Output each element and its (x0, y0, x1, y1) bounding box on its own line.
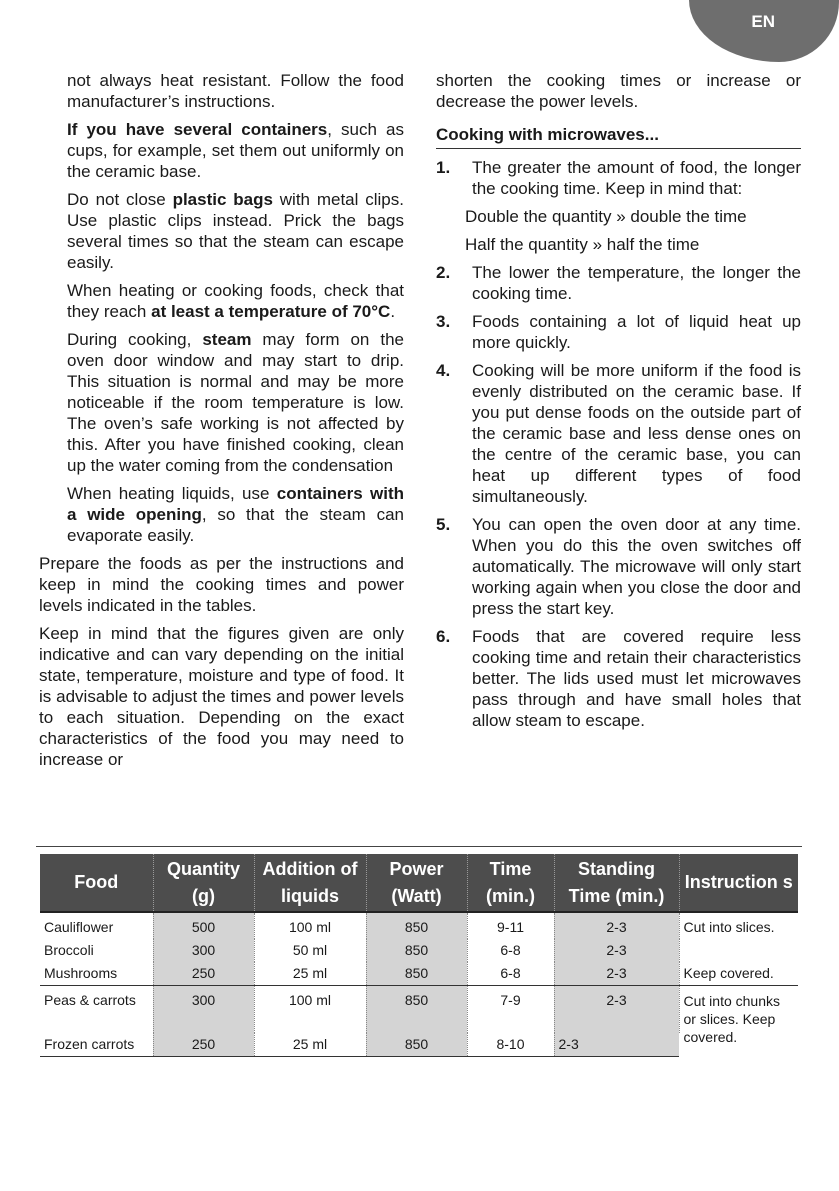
cell-instructions: Keep covered. (679, 962, 798, 986)
list-item (436, 626, 801, 731)
cell-instructions (679, 939, 798, 962)
paragraph (39, 483, 404, 546)
cell-instructions: Cut into chunks or slices. Keep covered. (683, 993, 780, 1045)
paragraph (39, 119, 404, 182)
cell-power: 850 (366, 912, 467, 939)
list-item (436, 514, 801, 619)
table-header-row (40, 854, 798, 912)
cell-time: 6-8 (467, 962, 554, 986)
cell-quantity: 300 (153, 939, 254, 962)
bold-text: steam (202, 330, 252, 349)
bold-text: at least a temperature of 70°C (151, 302, 391, 321)
list-item (436, 157, 801, 199)
paragraph (39, 329, 404, 476)
list-text: Foods containing a lot of liquid heat up more quickly. (472, 312, 801, 352)
cell-food: Mushrooms (40, 962, 153, 986)
paragraph: shorten the cooking times or increase or decrease the power levels. (436, 71, 801, 111)
list-number: 5. (436, 515, 451, 534)
list-text: Foods that are covered require less cooking time and retain their characteristics better. The lids used must let microwaves pass through and have small holes that allow steam to escape. (472, 627, 801, 730)
cell-power: 850 (366, 986, 467, 1034)
table-row (40, 986, 798, 1034)
list-text: Cooking will be more uniform if the food is evenly distributed on the ceramic base. If you put dense foods on the outside part of the ceramic base and less dense ones on the centre of the ceramic base, you can heat up different types of food simultaneously. (472, 361, 801, 506)
header-food: Food (40, 854, 153, 912)
bold-text: plastic bags (172, 190, 273, 209)
list-number: 4. (436, 361, 451, 380)
cell-standing: 2-3 (554, 939, 679, 962)
cell-power: 850 (366, 939, 467, 962)
list-number: 6. (436, 627, 451, 646)
cell-instructions: Cut into slices. (683, 919, 775, 935)
bold-text: If you have several containers (67, 120, 328, 139)
text: with metal clips. Use plastic clips instead. Prick the bags several times so that the steam can escape easily. (67, 190, 404, 272)
paragraph: Keep in mind that the figures given are only indicative and can vary depending on the initial state, temperature, moisture and type of food. It is advisable to adjust the times and power levels to each situation. Depending on the exact characteristics of the food you may need to increase or (39, 624, 404, 769)
section-title: Cooking with microwaves... (436, 124, 801, 149)
sub-note: Double the quantity » double the time (465, 207, 747, 226)
bold-text: containers with a wide opening (67, 484, 405, 524)
sub-note: Half the quantity » half the time (465, 235, 700, 254)
left-column (39, 70, 404, 777)
cell-quantity: 250 (153, 962, 254, 986)
list-item (436, 360, 801, 507)
table-row (40, 912, 798, 939)
cell-liquids: 100 ml (254, 986, 366, 1034)
cell-power: 850 (366, 962, 467, 986)
text: , such as cups, for example, set them out uniformly on the ceramic base. (67, 120, 404, 181)
cell-time: 6-8 (467, 939, 554, 962)
text: During cooking, (67, 330, 203, 349)
paragraph: Prepare the foods as per the instructions and keep in mind the cooking times and power levels indicated in the tables. (39, 554, 404, 615)
cell-time: 9-11 (467, 912, 554, 939)
cell-food: Broccoli (40, 939, 153, 962)
cell-quantity: 300 (153, 986, 254, 1034)
cell-quantity: 250 (153, 1033, 254, 1057)
header-instructions: Instruction s (679, 854, 798, 912)
cell-food: Peas & carrots (40, 986, 153, 1034)
table-row (40, 939, 798, 962)
cell-standing: 2-3 (554, 912, 679, 939)
header-time: Time (min.) (467, 854, 554, 912)
cell-power: 850 (366, 1033, 467, 1057)
cell-time: 8-10 (467, 1033, 554, 1057)
cell-liquids: 25 ml (254, 1033, 366, 1057)
list-item (436, 311, 801, 353)
list-text: The greater the amount of food, the longer the cooking time. Keep in mind that: (472, 158, 801, 198)
text: may form on the oven door window and may start to drip. This situation is normal and may be more noticeable if the room temperature is low. The oven’s safe working is not affected by this. After you have finished cooking, clean up the water coming from the condensation (67, 330, 404, 475)
text: When heating or cooking foods, check that they reach (67, 281, 404, 321)
list-text: You can open the oven door at any time. When you do this the oven switches off automatically. The microwave will only start working again when you close the door and press the start key. (472, 515, 801, 618)
list-number: 3. (436, 312, 451, 331)
right-column (436, 70, 801, 738)
cell-quantity: 500 (153, 912, 254, 939)
divider (36, 846, 802, 847)
cell-standing: 2-3 (554, 986, 679, 1034)
text: When heating liquids, use (67, 484, 277, 503)
cell-standing: 2-3 (554, 1033, 679, 1057)
cell-time: 7-9 (467, 986, 554, 1034)
cell-food: Cauliflower (40, 912, 153, 939)
text: . (390, 302, 396, 321)
paragraph (39, 280, 404, 322)
header-quantity: Quantity (g) (153, 854, 254, 912)
header-power: Power (Watt) (366, 854, 467, 912)
header-liquids: Addition of liquids (254, 854, 366, 912)
header-standing-time: Standing Time (min.) (554, 854, 679, 912)
list-text: The lower the temperature, the longer the cooking time. (472, 263, 801, 303)
cell-liquids: 50 ml (254, 939, 366, 962)
table-row (40, 962, 798, 986)
cell-food: Frozen carrots (40, 1033, 153, 1057)
cell-liquids: 100 ml (254, 912, 366, 939)
text: Do not close (67, 190, 173, 209)
list-item (436, 262, 801, 304)
language-label: EN (751, 12, 775, 31)
paragraph (39, 189, 404, 273)
text: , so that the steam can evaporate easily. (67, 505, 404, 545)
cooking-table (40, 854, 798, 1057)
list-number: 2. (436, 263, 451, 282)
list-number: 1. (436, 158, 451, 177)
paragraph: not always heat resistant. Follow the food manufacturer’s instructions. (67, 71, 404, 111)
cell-liquids: 25 ml (254, 962, 366, 986)
cell-standing: 2-3 (554, 962, 679, 986)
